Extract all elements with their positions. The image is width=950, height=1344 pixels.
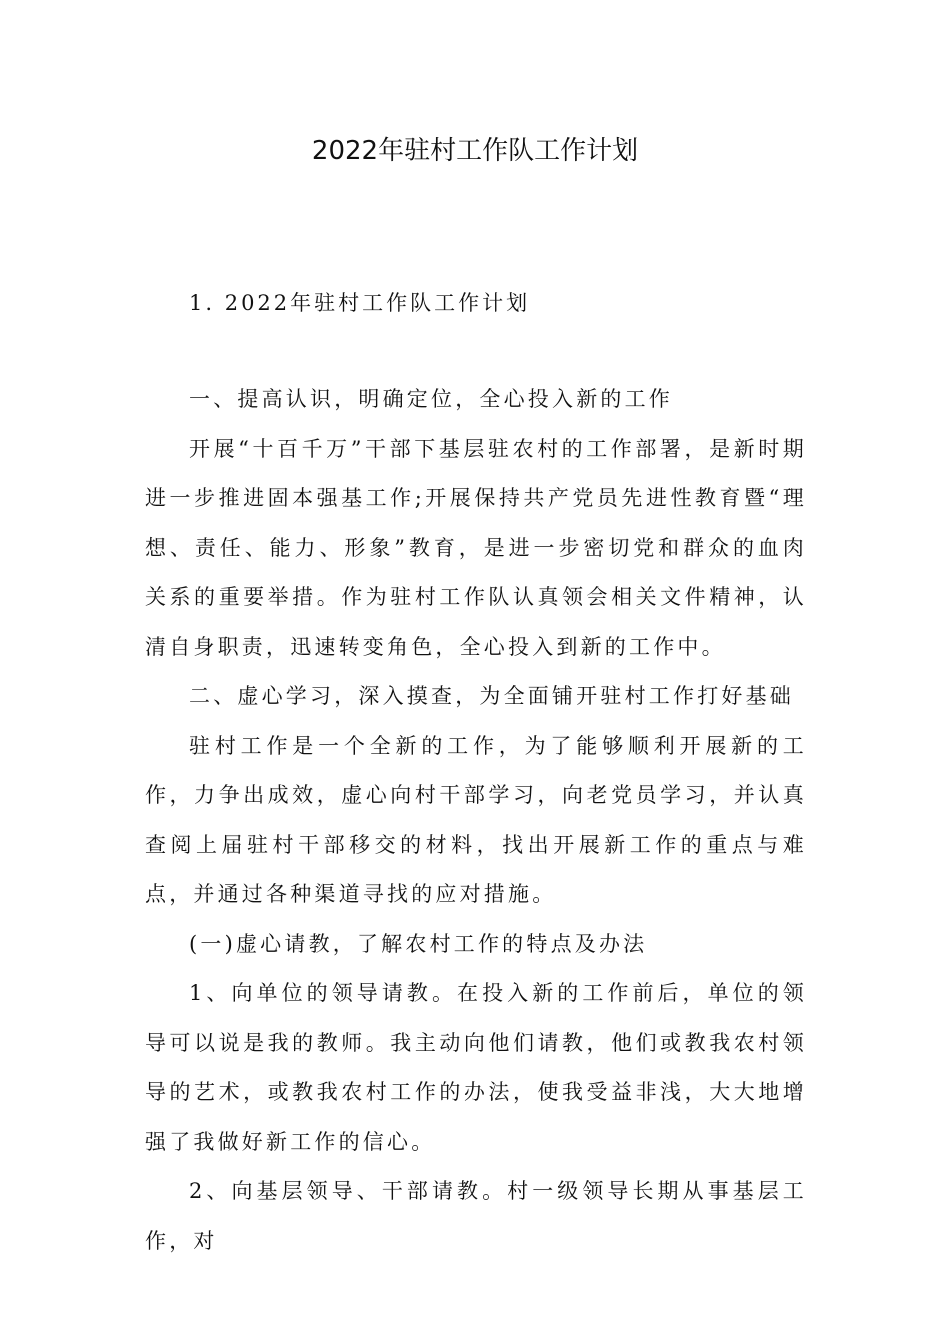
heading-one: 一、提高认识，明确定位，全心投入新的工作 <box>189 387 673 411</box>
section-subtitle: 1. 2022年驻村工作队工作计划 <box>189 291 531 315</box>
document-body <box>145 375 807 1266</box>
sub-heading-one: (一)虚心请教，了解农村工作的特点及办法 <box>189 931 648 956</box>
paragraph-item-two: 2、向基层领导、干部请教。村一级领导长期从事基层工作，对 <box>145 1179 807 1253</box>
heading-two: 二、虚心学习，深入摸查，为全面铺开驻村工作打好基础 <box>189 684 794 708</box>
paragraph-two: 驻村工作是一个全新的工作，为了能够顺利开展新的工作，力争出成效，虚心向村干部学习，向老党员学习，并认真查阅上届驻村干部移交的材料，找出开展新工作的重点与难点，并通过各种渠道寻找的应对措施。 <box>145 733 807 906</box>
document-title: 2022年驻村工作队工作计划 <box>311 136 639 166</box>
paragraph-one: 开展“十百千万”干部下基层驻农村的工作部署，是新时期进一步推进固本强基工作;开展保持共产党员先进性教育暨“理想、责任、能力、形象”教育，是进一步密切党和群众的血肉关系的重要举措。作为驻村工作队认真领会相关文件精神，认清自身职责，迅速转变角色，全心投入到新的工作中。 <box>145 436 807 659</box>
paragraph-item-one: 1、向单位的领导请教。在投入新的工作前后，单位的领导可以说是我的教师。我主动向他们请教，他们或教我农村领导的艺术，或教我农村工作的办法，使我受益非浅，大大地增强了我做好新工作的信心。 <box>145 981 807 1154</box>
